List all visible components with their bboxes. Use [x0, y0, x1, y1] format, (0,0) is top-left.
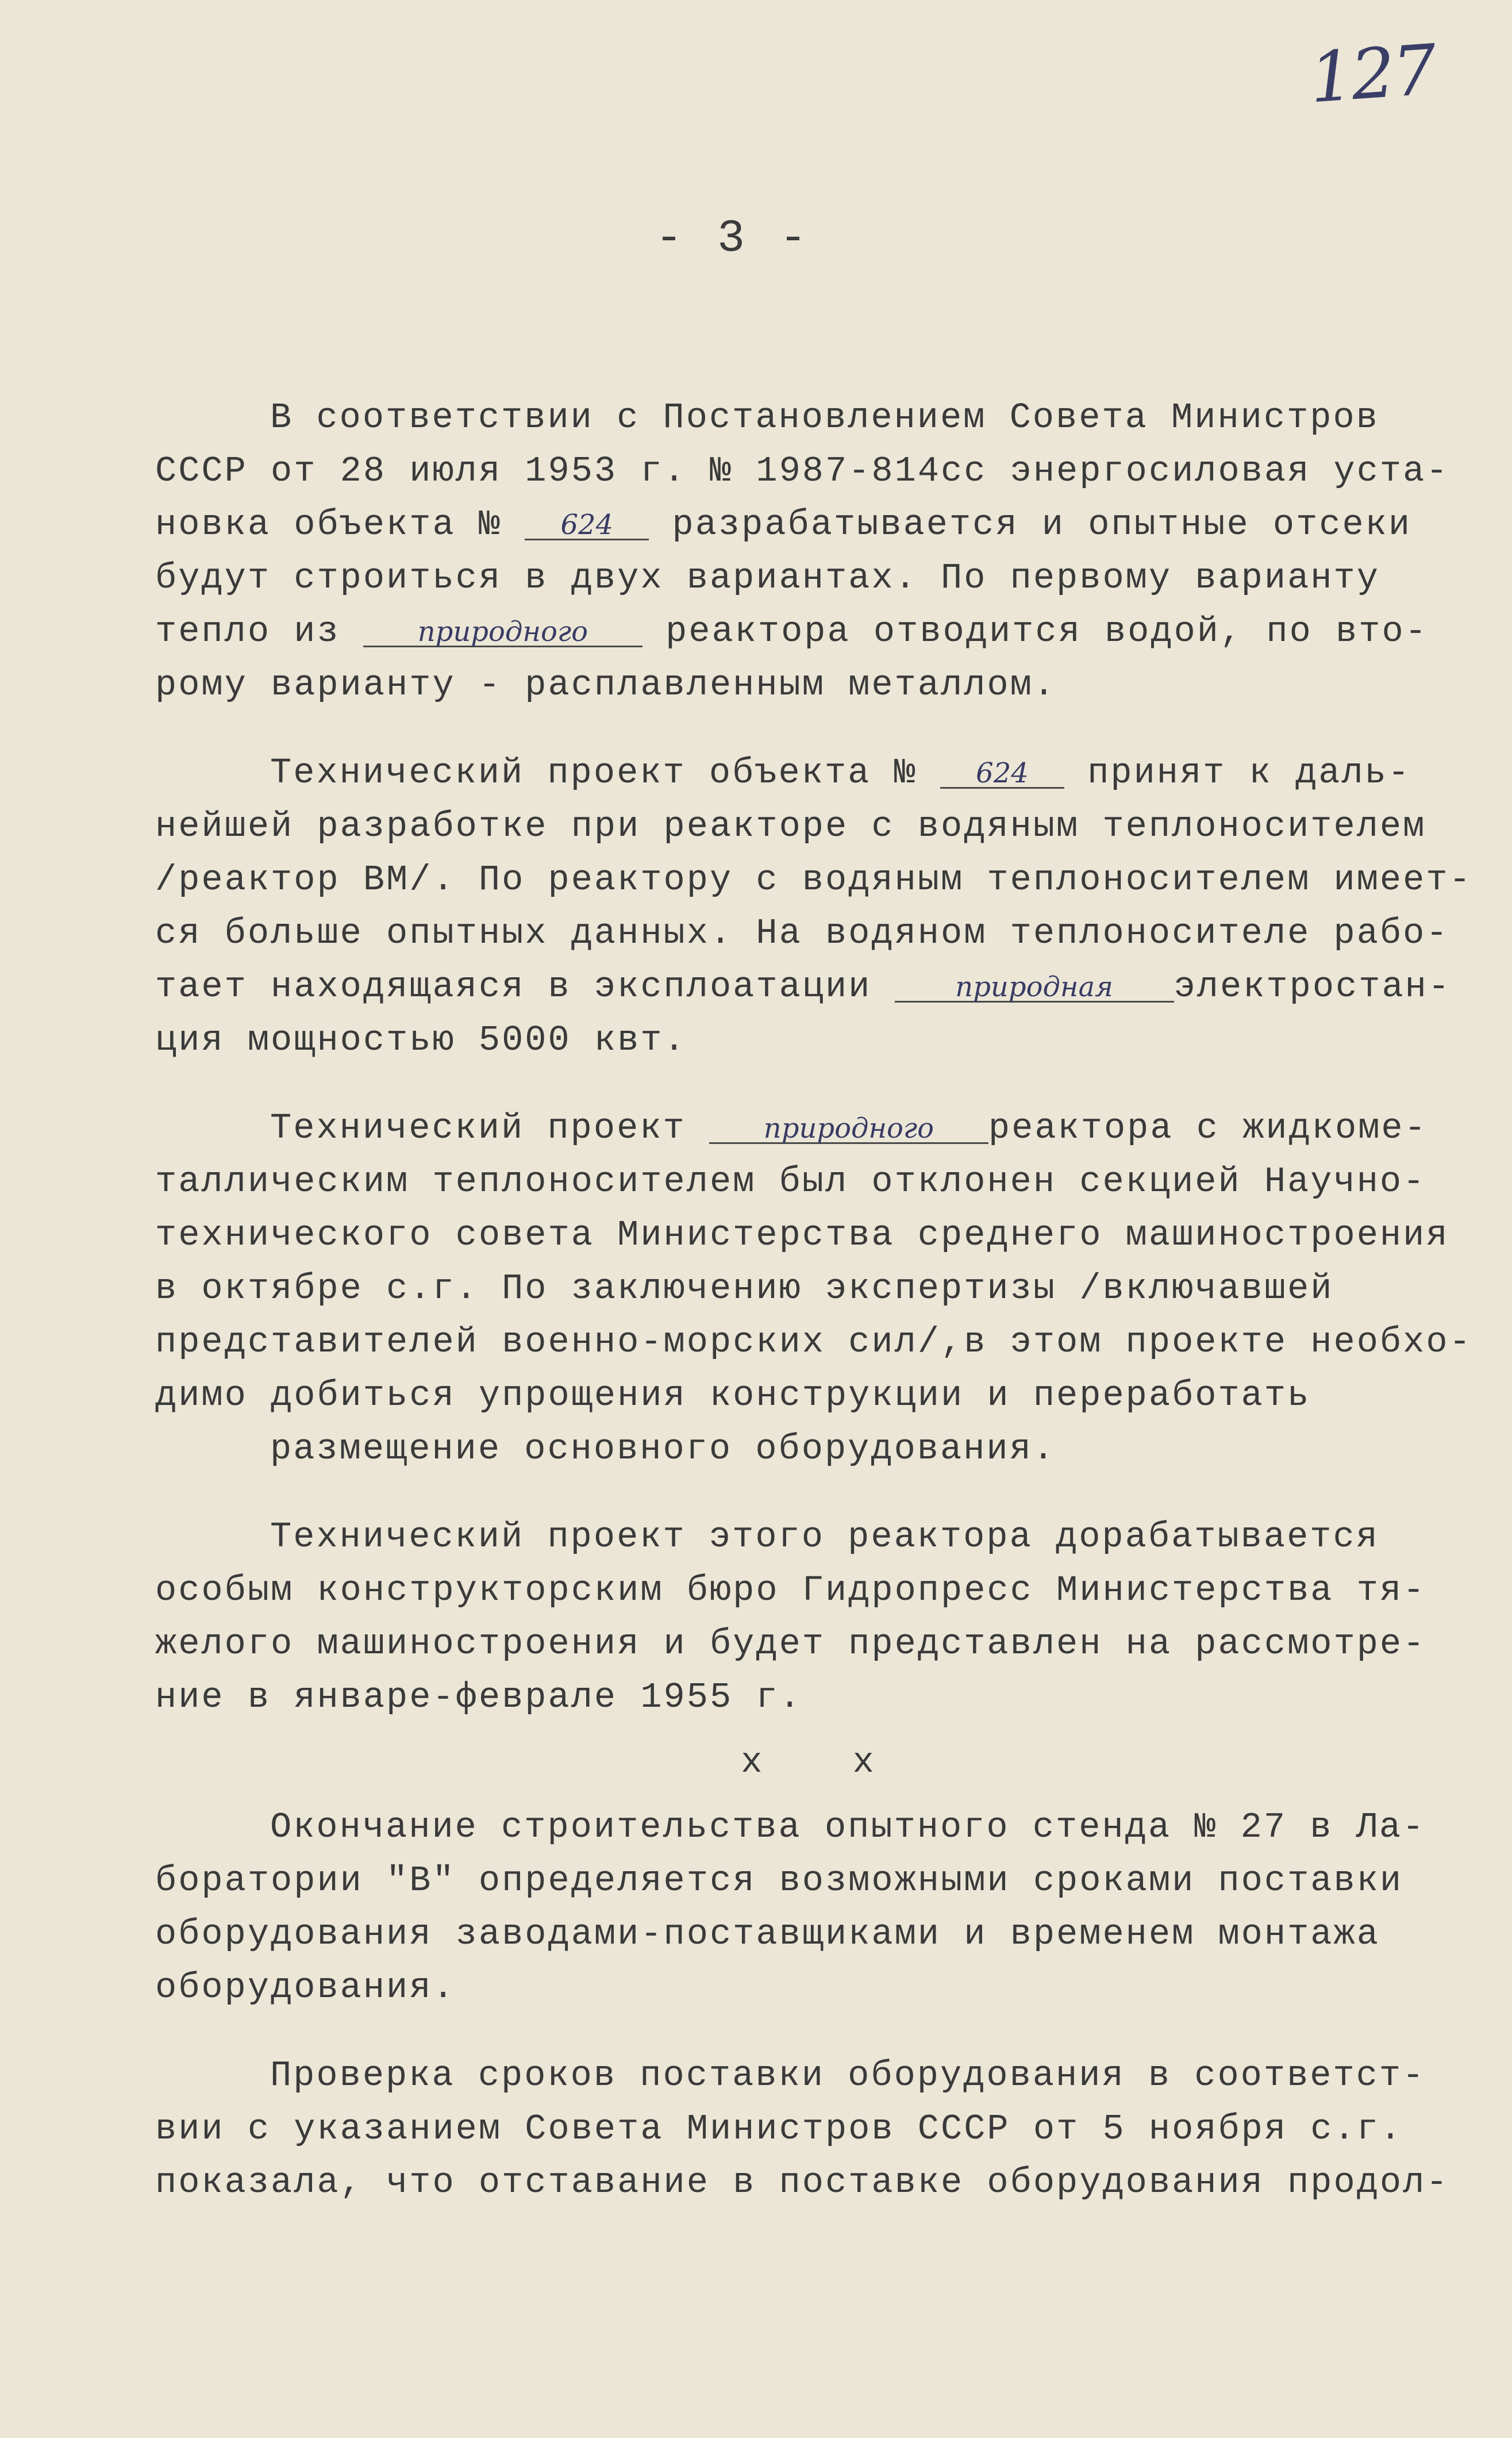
text-line [155, 1369, 1494, 1422]
text-line [155, 1208, 1494, 1262]
typed-text: тает находящаяся в эксплоатации [155, 966, 895, 1007]
text-line [155, 444, 1494, 498]
typed-text: Технический проект объекта № [270, 752, 940, 793]
typed-text: рому варианту - расплавленным металлом. [155, 665, 1057, 705]
handwritten-insertion: природная [895, 973, 1174, 1003]
typed-text: В соответствии с Постановлением Совета Министров [270, 397, 1379, 438]
text-line [155, 1800, 1494, 1854]
typed-text: нейшей разработке при реакторе с водяным теплоносителем [155, 806, 1426, 847]
text-line [155, 1315, 1494, 1369]
page-number: - 3 - [655, 213, 811, 265]
text-line [155, 605, 1494, 658]
typed-text: ние в январе-феврале 1955 г. [155, 1677, 802, 1718]
typed-text: Проверка сроков поставки оборудования в соответст- [270, 2055, 1426, 2096]
text-line [155, 1671, 1494, 1724]
typed-text: электростан- [1174, 966, 1452, 1007]
typed-text: СССР от 28 июля 1953 г. № 1987-814сс энергосиловая уста- [155, 451, 1449, 492]
text-line [155, 853, 1494, 907]
typed-text: разрабатывается и опытные отсеки [649, 504, 1412, 545]
typed-text: новка объекта № [155, 504, 525, 545]
archive-folio-number: 127 [1307, 30, 1437, 119]
typed-text: особым конструкторским бюро Гидропресс Министерства тя- [155, 1570, 1426, 1611]
typed-text: димо добиться упрощения конструкции и переработать [155, 1375, 1311, 1416]
document-body [155, 391, 1494, 2244]
typed-text: реактора отводится водой, по вто- [642, 611, 1428, 652]
text-line [155, 1617, 1494, 1671]
typed-text: оборудования. [155, 1967, 456, 2008]
paragraph [155, 1101, 1494, 1476]
typed-text: Технический проект этого реактора дорабатывается [270, 1516, 1379, 1557]
text-line [155, 2156, 1494, 2209]
text-line [155, 551, 1494, 605]
typed-text: Технический проект [270, 1108, 709, 1149]
paragraph [155, 1800, 1494, 2014]
paragraph [155, 746, 1494, 1067]
handwritten-insertion: природного [709, 1115, 988, 1144]
text-line [155, 2102, 1494, 2156]
handwritten-insertion: 624 [525, 511, 649, 540]
text-line [155, 1907, 1494, 1961]
paragraph [155, 2049, 1494, 2209]
typed-text: /реактор ВМ/. По реактору с водяным теплоносителем имеет- [155, 859, 1472, 900]
paragraph [155, 1510, 1494, 1724]
typed-text: ция мощностью 5000 квт. [155, 1020, 687, 1061]
text-line [155, 1013, 1494, 1067]
handwritten-insertion: природного [363, 618, 642, 647]
text-line [155, 498, 1494, 551]
text-line [155, 1155, 1494, 1208]
typed-text: ся больше опытных данных. На водяном теплоносителе рабо- [155, 913, 1449, 954]
text-line [155, 746, 1494, 800]
text-line [155, 1510, 1494, 1564]
typed-text: принят к даль- [1064, 752, 1411, 793]
typed-text: оборудования заводами-поставщиками и временем монтажа [155, 1914, 1380, 1955]
text-line [155, 391, 1494, 444]
text-line [155, 1854, 1494, 1907]
typed-text: желого машиностроения и будет представлен на рассмотре- [155, 1623, 1426, 1664]
text-line [155, 1961, 1494, 2014]
handwritten-insertion: 624 [940, 759, 1064, 789]
typed-text: вии с указанием Совета Министров СССР от 5 ноября с.г. [155, 2109, 1403, 2149]
section-separator: x x [741, 1742, 909, 1783]
text-line [155, 658, 1494, 712]
text-line [155, 2049, 1494, 2102]
typed-text: в октябре с.г. По заключению экспертизы /включавшей [155, 1268, 1334, 1309]
text-line [155, 800, 1494, 853]
typed-text: боратории "В" определяется возможными сроками поставки [155, 1860, 1403, 1901]
text-line [155, 1262, 1494, 1315]
text-line [155, 1564, 1494, 1617]
text-line [155, 1101, 1494, 1155]
paragraph [155, 391, 1494, 712]
typed-text: представителей военно-морских сил/,в этом проекте необхо- [155, 1322, 1472, 1362]
text-line [155, 907, 1494, 960]
typed-text: размещение основного оборудования. [270, 1429, 1056, 1469]
text-line [155, 1422, 1494, 1476]
typed-text: таллическим теплоносителем был отклонен секцией Научно- [155, 1161, 1426, 1202]
typed-text: Окончание строительства опытного стенда № 27 в Ла- [270, 1807, 1426, 1848]
typed-text: показала, что отставание в поставке оборудования продол- [155, 2162, 1449, 2203]
typed-text: будут строиться в двух вариантах. По первому варианту [155, 558, 1380, 598]
typed-text: реактора с жидкоме- [988, 1108, 1428, 1149]
text-line [155, 960, 1494, 1013]
typed-text: технического совета Министерства среднего машиностроения [155, 1215, 1449, 1256]
typed-text: тепло из [155, 611, 363, 652]
